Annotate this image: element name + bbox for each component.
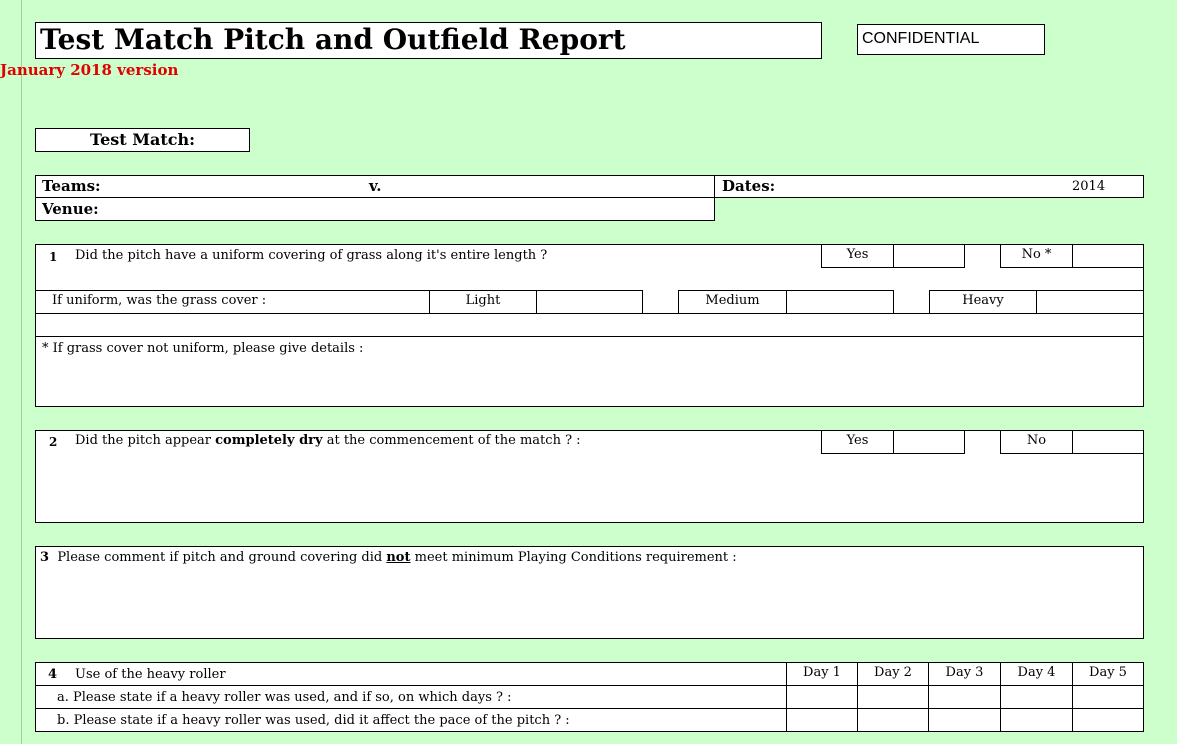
row-b-day-1[interactable] <box>786 708 858 732</box>
q3-text-bold: not <box>386 550 411 565</box>
row-a-day-5[interactable] <box>1072 685 1144 709</box>
confidential-box <box>857 24 1045 55</box>
q2-question-bold: completely dry <box>215 433 323 448</box>
teams-label: Teams: <box>42 177 101 195</box>
q2-yes-answer[interactable] <box>893 430 965 454</box>
row-a-day-3[interactable] <box>928 685 1001 709</box>
q3-text-pre: Please comment if pitch and ground covering did <box>57 550 387 565</box>
test-match-box[interactable] <box>35 128 250 152</box>
q2-number: 2 <box>49 435 58 449</box>
dates-field[interactable] <box>714 175 1144 198</box>
teams-field[interactable] <box>35 175 715 198</box>
day-4-header: Day 4 <box>1000 662 1073 686</box>
day-1-header: Day 1 <box>786 662 858 686</box>
q3-number: 3 <box>40 550 50 565</box>
q1-question: Did the pitch have a uniform covering of grass along it's entire length ? <box>75 248 548 263</box>
venue-label: Venue: <box>42 200 99 218</box>
row-b-day-2[interactable] <box>857 708 929 732</box>
q1-divider-2 <box>35 336 1144 337</box>
test-match-label: Test Match: <box>90 130 195 149</box>
row-a-day-4[interactable] <box>1000 685 1073 709</box>
medium-answer[interactable] <box>786 290 894 314</box>
q2-question <box>75 433 581 449</box>
q1-yes-answer[interactable] <box>893 244 965 268</box>
title-box <box>35 22 822 59</box>
confidential-label: CONFIDENTIAL <box>862 30 980 47</box>
q4-number: 4 <box>48 667 58 682</box>
q2-yes-label: Yes <box>821 430 894 454</box>
left-border-line <box>21 0 22 744</box>
row-a-day-1[interactable] <box>786 685 858 709</box>
q2-no-label: No <box>1000 430 1073 454</box>
heavy-label: Heavy <box>929 290 1037 314</box>
row-b-day-5[interactable] <box>1072 708 1144 732</box>
q1-details-field[interactable] <box>36 358 1143 406</box>
page-title: Test Match Pitch and Outfield Report <box>40 23 626 56</box>
row-b-day-4[interactable] <box>1000 708 1073 732</box>
q4-title: Use of the heavy roller <box>75 667 226 682</box>
version-label: January 2018 version <box>0 61 179 79</box>
light-answer[interactable] <box>536 290 643 314</box>
venue-field[interactable] <box>35 197 715 221</box>
heavy-answer[interactable] <box>1036 290 1144 314</box>
q2-comment-field[interactable] <box>36 455 1143 522</box>
day-2-header: Day 2 <box>857 662 929 686</box>
grass-cover-text: If uniform, was the grass cover : <box>52 293 267 308</box>
day-3-header: Day 3 <box>928 662 1001 686</box>
q3-text <box>40 550 737 566</box>
versus-label: v. <box>369 177 382 195</box>
q1-no-answer[interactable] <box>1072 244 1144 268</box>
row-b-day-3[interactable] <box>928 708 1001 732</box>
q1-no-label: No * <box>1000 244 1073 268</box>
q2-question-post: at the commencement of the match ? : <box>322 433 581 448</box>
dates-label: Dates: <box>722 177 776 195</box>
q1-details-label: * If grass cover not uniform, please give details : <box>42 341 364 356</box>
q4-row-a-label: a. Please state if a heavy roller was used, and if so, on which days ? : <box>57 690 512 705</box>
q3-section[interactable] <box>35 546 1144 639</box>
grass-cover-label <box>35 290 430 314</box>
light-label: Light <box>429 290 537 314</box>
day-5-header: Day 5 <box>1072 662 1144 686</box>
medium-label: Medium <box>678 290 787 314</box>
q2-question-pre: Did the pitch appear <box>75 433 216 448</box>
q1-yes-label: Yes <box>821 244 894 268</box>
q2-no-answer[interactable] <box>1072 430 1144 454</box>
q3-text-post: meet minimum Playing Conditions requirement : <box>410 550 737 565</box>
year-value: 2014 <box>1072 179 1106 194</box>
q1-number: 1 <box>49 250 58 264</box>
q4-row-b-label: b. Please state if a heavy roller was used, did it affect the pace of the pitch ? : <box>57 713 570 728</box>
row-a-day-2[interactable] <box>857 685 929 709</box>
